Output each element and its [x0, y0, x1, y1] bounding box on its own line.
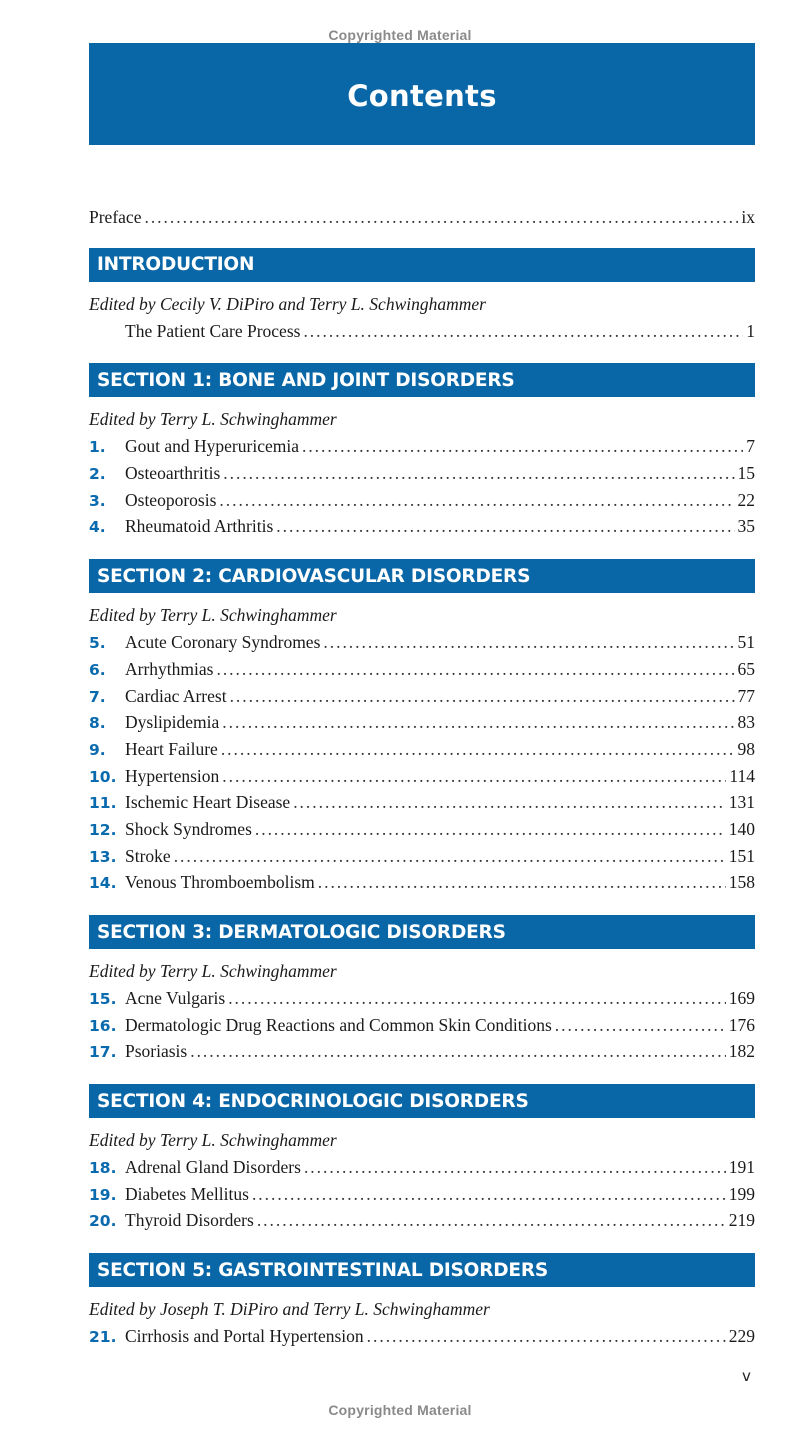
chapter-number: 9.	[89, 740, 106, 759]
entry-page: ix	[741, 207, 755, 227]
dot-leader	[318, 869, 726, 896]
section-editors: Edited by Cecily V. DiPiro and Terry L. Schwinghammer	[89, 293, 486, 314]
toc-entry[interactable]	[89, 1323, 755, 1350]
entry-page: 77	[737, 685, 755, 706]
dot-leader	[144, 204, 738, 231]
entry-page: 51	[737, 632, 755, 653]
entry-title: Ischemic Heart Disease	[125, 792, 291, 813]
toc-entry[interactable]	[89, 1154, 755, 1181]
entry-title: Dyslipidemia	[125, 712, 220, 733]
dot-leader	[555, 1012, 726, 1039]
dot-leader	[323, 629, 734, 656]
dot-leader	[190, 1038, 726, 1065]
section-editors: Edited by Terry L. Schwinghammer	[89, 605, 337, 626]
toc-entry[interactable]	[89, 843, 755, 870]
entry-title: Adrenal Gland Disorders	[125, 1157, 301, 1178]
section-header-label: SECTION 2: CARDIOVASCULAR DISORDERS	[97, 565, 531, 587]
entry-title: Shock Syndromes	[125, 818, 252, 839]
dot-leader	[302, 433, 743, 460]
dot-leader	[252, 1181, 726, 1208]
copyright-watermark-bottom: Copyrighted Material	[328, 1402, 472, 1418]
chapter-number: 11.	[89, 794, 117, 813]
chapter-number: 8.	[89, 714, 106, 733]
entry-title: Osteoporosis	[125, 489, 217, 510]
entry-title: Hypertension	[125, 765, 220, 786]
entry-title: Gout and Hyperuricemia	[125, 436, 299, 457]
chapter-number: 18.	[89, 1159, 117, 1178]
entry-page: 158	[728, 872, 755, 893]
chapter-number: 19.	[89, 1185, 117, 1204]
entry-title: Cardiac Arrest	[125, 685, 227, 706]
toc-entry[interactable]	[89, 683, 755, 710]
dot-leader	[293, 789, 726, 816]
toc-entry[interactable]	[89, 513, 755, 540]
entry-page: 83	[737, 712, 755, 733]
section-header-introduction	[89, 248, 755, 282]
entry-title: Diabetes Mellitus	[125, 1183, 249, 1204]
toc-entry[interactable]	[89, 816, 755, 843]
entry-title: Arrhythmias	[125, 658, 214, 679]
entry-title: The Patient Care Process	[125, 320, 301, 341]
dot-leader	[304, 1154, 726, 1181]
section-editors: Edited by Terry L. Schwinghammer	[89, 409, 337, 430]
entry-page: 219	[728, 1210, 755, 1231]
section-header-label: SECTION 4: ENDOCRINOLOGIC DISORDERS	[97, 1090, 529, 1112]
entry-title: Stroke	[125, 845, 171, 866]
section-header-label: INTRODUCTION	[97, 254, 255, 276]
entry-page: 199	[728, 1183, 755, 1204]
dot-leader	[255, 816, 726, 843]
dot-leader	[257, 1207, 726, 1234]
entry-page: 191	[728, 1157, 755, 1178]
entry-page: 229	[728, 1326, 755, 1347]
section-header-5	[89, 1253, 755, 1287]
toc-entry[interactable]	[89, 789, 755, 816]
entry-title: Heart Failure	[125, 738, 218, 759]
section-header-1	[89, 363, 755, 397]
page-number: v	[742, 1367, 751, 1385]
dot-leader	[221, 736, 735, 763]
entry-title: Acute Coronary Syndromes	[125, 632, 321, 653]
dot-leader	[219, 487, 734, 514]
chapter-number: 4.	[89, 518, 106, 537]
section-header-3	[89, 915, 755, 949]
dot-leader	[174, 843, 726, 870]
toc-entry[interactable]	[89, 433, 755, 460]
toc-entry[interactable]	[89, 318, 755, 345]
dot-leader	[222, 763, 726, 790]
entry-page: 65	[737, 658, 755, 679]
chapter-number: 2.	[89, 465, 106, 484]
chapter-number: 10.	[89, 767, 117, 786]
dot-leader	[230, 683, 735, 710]
toc-entry[interactable]	[89, 1038, 755, 1065]
chapter-number: 15.	[89, 990, 117, 1008]
toc-entry[interactable]	[89, 629, 755, 656]
entry-page: 15	[737, 463, 755, 484]
section-editors: Edited by Terry L. Schwinghammer	[89, 1130, 337, 1151]
copyright-watermark-top: Copyrighted Material	[328, 27, 472, 43]
toc-entry[interactable]	[89, 1012, 755, 1039]
table-of-contents	[89, 200, 755, 1350]
chapter-number: 21.	[89, 1328, 117, 1347]
dot-leader	[303, 318, 743, 345]
toc-entry[interactable]	[89, 763, 755, 790]
entry-page: 131	[728, 792, 755, 813]
entry-title: Rheumatoid Arthritis	[125, 516, 274, 537]
entry-title: Acne Vulgaris	[125, 988, 226, 1008]
toc-entry[interactable]	[89, 487, 755, 514]
chapter-number: 7.	[89, 687, 106, 706]
toc-entry[interactable]	[89, 736, 755, 763]
toc-entry[interactable]	[89, 1207, 755, 1234]
contents-banner	[89, 43, 755, 145]
section-header-4	[89, 1084, 755, 1118]
entry-title: Dermatologic Drug Reactions and Common Skin Conditions	[125, 1014, 552, 1035]
chapter-number: 1.	[89, 438, 106, 457]
entry-title: Thyroid Disorders	[125, 1210, 254, 1231]
entry-page: 1	[746, 320, 755, 341]
entry-page: 182	[728, 1041, 755, 1062]
dot-leader	[367, 1323, 726, 1350]
entry-title: Preface	[89, 207, 142, 227]
entry-page: 151	[728, 845, 755, 866]
entry-page: 176	[728, 1014, 755, 1035]
entry-page: 22	[737, 489, 755, 510]
chapter-number: 6.	[89, 660, 106, 679]
dot-leader	[222, 709, 734, 736]
dot-leader	[223, 460, 734, 487]
dot-leader	[228, 985, 726, 1012]
section-header-label: SECTION 5: GASTROINTESTINAL DISORDERS	[97, 1259, 548, 1281]
chapter-number: 17.	[89, 1043, 117, 1062]
toc-entry-preface[interactable]	[89, 204, 755, 231]
chapter-number: 3.	[89, 491, 106, 510]
chapter-number: 12.	[89, 820, 117, 839]
entry-page: 114	[729, 765, 755, 786]
section-editors: Edited by Terry L. Schwinghammer	[89, 961, 337, 981]
chapter-number: 5.	[89, 634, 106, 653]
section-header-2	[89, 559, 755, 593]
toc-entry[interactable]	[89, 709, 755, 736]
section-header-label: SECTION 1: BONE AND JOINT DISORDERS	[97, 369, 515, 391]
chapter-number: 14.	[89, 874, 117, 893]
entry-page: 7	[746, 436, 755, 457]
entry-page: 169	[728, 988, 755, 1008]
dot-leader	[276, 513, 734, 540]
entry-page: 35	[737, 516, 755, 537]
page-title: Contents	[347, 78, 497, 113]
chapter-number: 13.	[89, 847, 117, 866]
dot-leader	[216, 656, 734, 683]
entry-title: Psoriasis	[125, 1041, 188, 1062]
toc-entry[interactable]	[89, 869, 755, 896]
chapter-number: 16.	[89, 1016, 117, 1035]
toc-entry[interactable]	[89, 656, 755, 683]
chapter-number: 20.	[89, 1212, 117, 1231]
entry-page: 98	[737, 738, 755, 759]
entry-title: Cirrhosis and Portal Hypertension	[125, 1326, 364, 1347]
section-header-label: SECTION 3: DERMATOLOGIC DISORDERS	[97, 921, 506, 943]
entry-page: 140	[728, 818, 755, 839]
toc-entry[interactable]	[89, 460, 755, 487]
entry-title: Venous Thromboembolism	[125, 872, 315, 893]
section-editors: Edited by Joseph T. DiPiro and Terry L. Schwinghammer	[89, 1299, 490, 1320]
entry-title: Osteoarthritis	[125, 463, 221, 484]
toc-entry[interactable]	[89, 985, 755, 1012]
toc-entry[interactable]	[89, 1181, 755, 1208]
